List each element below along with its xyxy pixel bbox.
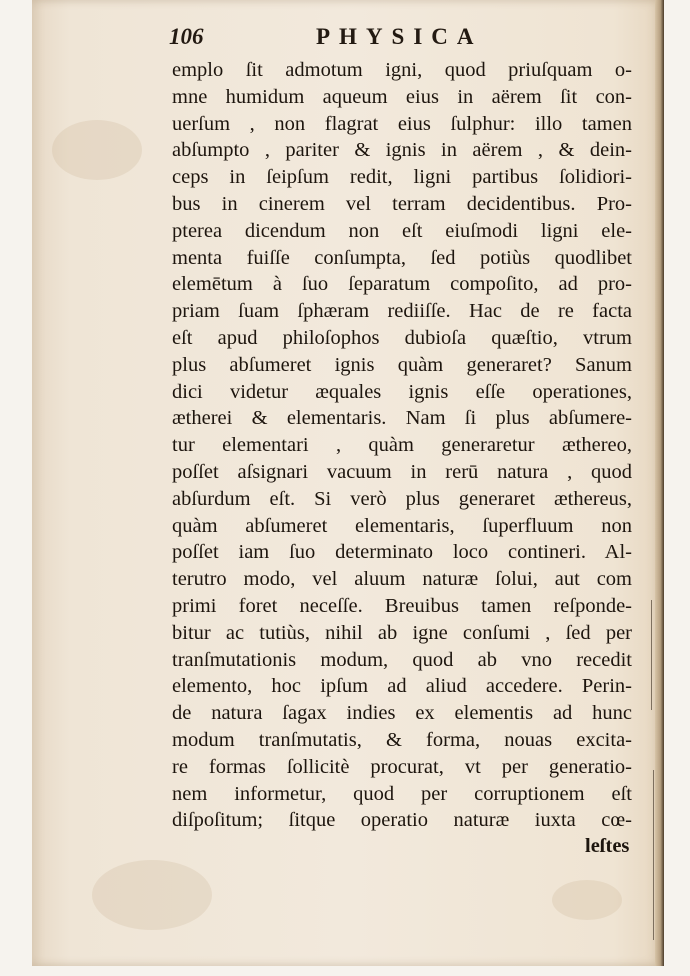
text-line: modum tranſmutatis, & forma, nouas excita- xyxy=(172,728,632,751)
text-line: priam ſuam ſphæram rediiſſe. Hac de re facta xyxy=(172,300,632,323)
book-page xyxy=(32,0,664,966)
body-text xyxy=(172,57,632,834)
text-line: plus abſumeret ignis quàm generaret? Sanum xyxy=(172,353,632,376)
text-line: abſurdum eſt. Si verò plus generaret æthereus, xyxy=(172,487,632,510)
text-line: elemētum à ſuo ſeparatum compoſito, ad pro- xyxy=(172,273,632,296)
text-line: bus in cinerem vel terram decidentibus. Pro- xyxy=(172,192,632,215)
text-line: terutro modo, vel aluum naturæ ſolui, aut com xyxy=(172,568,632,591)
text-line: bitur ac tutiùs, nihil ab igne conſumi , ſed per xyxy=(172,621,632,644)
paper-stain xyxy=(552,880,622,920)
margin-rule xyxy=(653,770,654,940)
text-line: uerſum , non flagrat eius ſulphur: illo tamen xyxy=(172,112,632,135)
text-line: tur elementari , quàm generaretur æthereo, xyxy=(172,434,632,457)
text-line: de natura ſagax indies ex elementis ad hunc xyxy=(172,702,632,725)
text-line: poſſet aſsignari vacuum in rerū natura , quod xyxy=(172,460,632,483)
text-line: pterea dicendum non eſt eiuſmodi ligni ele- xyxy=(172,219,632,242)
text-line: nem informetur, quod per corruptionem eſt xyxy=(172,782,632,805)
text-line: eſt apud philoſophos dubioſa quæſtio, vtrum xyxy=(172,326,632,349)
text-line: primi foret neceſſe. Breuibus tamen reſponde- xyxy=(172,594,632,617)
margin-rule xyxy=(651,600,652,710)
paper-stain xyxy=(92,860,212,930)
running-head: PHYSICA xyxy=(316,24,483,49)
text-line: elemento, hoc ipſum ad aliud accedere. Perin- xyxy=(172,675,632,698)
text-line: ceps in ſeipſum redit, ligni partibus ſolidiori- xyxy=(172,166,632,189)
text-line: poſſet iam ſuo determinato loco contineri. Al- xyxy=(172,541,632,564)
text-line: emplo ſit admotum igni, quod priuſquam o- xyxy=(172,59,632,81)
text-line: dici videtur æquales ignis eſſe operationes, xyxy=(172,380,632,403)
page-number: 106 xyxy=(169,24,204,49)
text-line: tranſmutationis modum, quod ab vno recedit xyxy=(172,648,632,671)
catchword: leſtes xyxy=(585,835,630,857)
text-line: mne humidum aqueum eius in aërem ſit con- xyxy=(172,85,632,108)
text-line: menta fuiſſe conſumpta, ſed potiùs quodlibet xyxy=(172,246,632,269)
text-line: abſumpto , pariter & ignis in aërem , & dein- xyxy=(172,139,632,162)
text-line: ætherei & elementaris. Nam ſi plus abſumere- xyxy=(172,407,632,430)
text-line: diſpoſitum; ſitque operatio naturæ iuxta cœ- xyxy=(172,809,632,832)
text-line: quàm abſumeret elementaris, ſuperfluum non xyxy=(172,514,632,537)
page-header xyxy=(32,24,664,54)
page-gutter-edge xyxy=(655,0,664,966)
paper-stain xyxy=(52,120,142,180)
text-line: re formas ſollicitè procurat, vt per generatio- xyxy=(172,755,632,778)
